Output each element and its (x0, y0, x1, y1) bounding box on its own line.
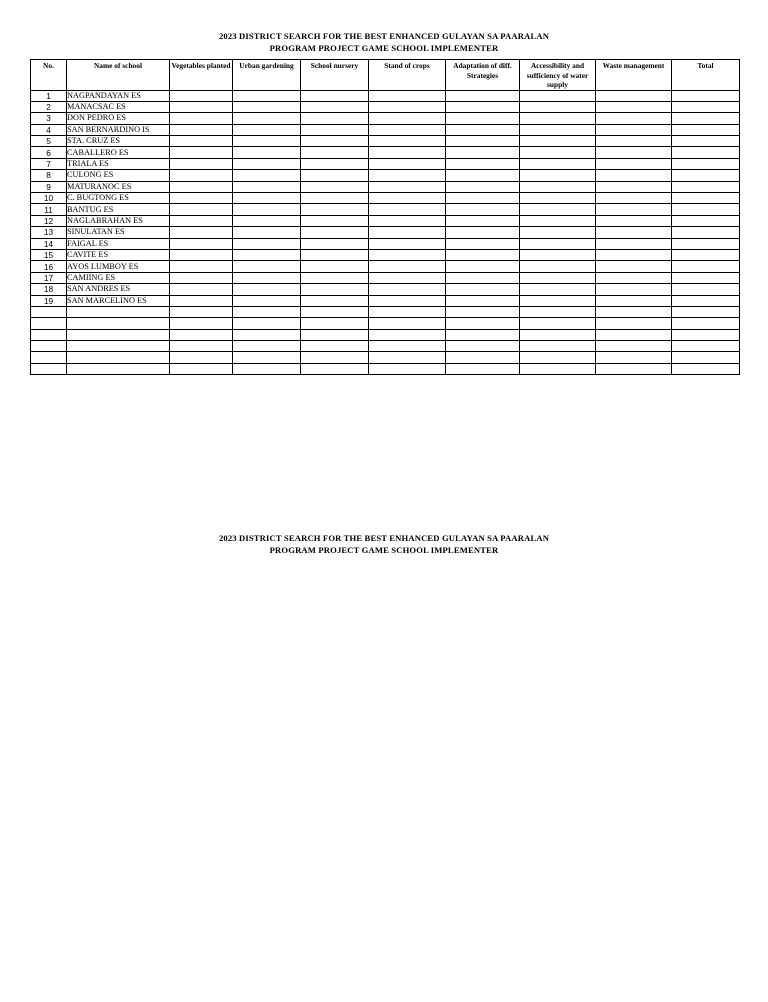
score-cell (596, 329, 672, 340)
school-name: STA. CRUZ ES (67, 136, 170, 147)
school-name: SINULATAN ES (67, 227, 170, 238)
column-header: Name of school (67, 60, 170, 91)
score-cell (446, 204, 520, 215)
table-row (31, 193, 740, 204)
score-cell (170, 193, 233, 204)
score-cell (520, 136, 596, 147)
score-cell (233, 341, 301, 352)
score-cell (672, 215, 740, 226)
score-cell (596, 158, 672, 169)
column-header: Waste management (596, 60, 672, 91)
table-row (31, 124, 740, 135)
score-cell (233, 215, 301, 226)
score-cell (446, 295, 520, 306)
title-line-2: PROGRAM PROJECT GAME SCHOOL IMPLEMENTER (269, 545, 499, 555)
score-cell (672, 193, 740, 204)
score-cell (233, 170, 301, 181)
score-cell (301, 158, 369, 169)
table-row (31, 113, 740, 124)
score-cell (369, 352, 446, 363)
score-cell (233, 204, 301, 215)
row-number (31, 306, 67, 317)
score-cell (369, 181, 446, 192)
score-cell (520, 158, 596, 169)
table-row (31, 101, 740, 112)
row-number: 11 (31, 204, 67, 215)
table-row (31, 261, 740, 272)
score-cell (301, 261, 369, 272)
score-cell (369, 147, 446, 158)
score-cell (520, 306, 596, 317)
score-cell (672, 90, 740, 101)
column-header: Adaptation of diff. Strategies (446, 60, 520, 91)
title-line-2: PROGRAM PROJECT GAME SCHOOL IMPLEMENTER (269, 43, 499, 53)
score-cell (596, 249, 672, 260)
score-cell (170, 238, 233, 249)
score-cell (301, 227, 369, 238)
score-cell (446, 215, 520, 226)
column-header: Vegetables planted (170, 60, 233, 91)
score-cell (520, 227, 596, 238)
score-cell (301, 215, 369, 226)
score-cell (672, 136, 740, 147)
score-cell (520, 363, 596, 374)
score-cell (233, 124, 301, 135)
score-cell (170, 341, 233, 352)
school-name (67, 318, 170, 329)
row-number: 6 (31, 147, 67, 158)
score-cell (596, 170, 672, 181)
score-cell (369, 261, 446, 272)
score-cell (596, 136, 672, 147)
row-number: 1 (31, 90, 67, 101)
score-cell (446, 170, 520, 181)
score-cell (233, 136, 301, 147)
score-cell (301, 318, 369, 329)
table-row (31, 204, 740, 215)
score-cell (596, 306, 672, 317)
table-row (31, 158, 740, 169)
score-cell (170, 101, 233, 112)
table-header-row (31, 60, 740, 91)
school-name: CULONG ES (67, 170, 170, 181)
score-cell (520, 124, 596, 135)
score-cell (446, 193, 520, 204)
score-cell (672, 124, 740, 135)
score-cell (369, 170, 446, 181)
school-name: SAN BERNARDINO IS (67, 124, 170, 135)
score-cell (170, 147, 233, 158)
score-cell (369, 136, 446, 147)
score-cell (369, 272, 446, 283)
score-cell (672, 295, 740, 306)
row-number: 18 (31, 284, 67, 295)
score-cell (170, 181, 233, 192)
score-cell (672, 352, 740, 363)
score-cell (170, 318, 233, 329)
title-line-1: 2023 DISTRICT SEARCH FOR THE BEST ENHANCED GULAYAN SA PAARALAN (218, 31, 550, 41)
table-row (31, 341, 740, 352)
score-cell (446, 318, 520, 329)
document-title-repeat (0, 532, 768, 556)
table-row (31, 249, 740, 260)
column-header: Urban gardening (233, 60, 301, 91)
school-name: CAVITE ES (67, 249, 170, 260)
score-cell (596, 284, 672, 295)
school-name: NAGLABRAHAN ES (67, 215, 170, 226)
score-cell (170, 170, 233, 181)
score-cell (170, 295, 233, 306)
row-number: 19 (31, 295, 67, 306)
score-cell (520, 261, 596, 272)
school-score-table (30, 59, 740, 375)
score-cell (672, 284, 740, 295)
score-cell (446, 181, 520, 192)
score-cell (170, 227, 233, 238)
score-cell (446, 272, 520, 283)
row-number: 7 (31, 158, 67, 169)
score-cell (520, 193, 596, 204)
score-cell (369, 113, 446, 124)
score-cell (672, 181, 740, 192)
score-cell (596, 101, 672, 112)
school-name: DON PEDRO ES (67, 113, 170, 124)
score-cell (233, 90, 301, 101)
score-cell (301, 306, 369, 317)
school-name (67, 341, 170, 352)
score-cell (446, 306, 520, 317)
table-row (31, 272, 740, 283)
row-number: 3 (31, 113, 67, 124)
score-cell (520, 318, 596, 329)
score-cell (520, 249, 596, 260)
row-number: 9 (31, 181, 67, 192)
score-cell (369, 124, 446, 135)
score-cell (672, 306, 740, 317)
score-cell (233, 329, 301, 340)
score-cell (301, 272, 369, 283)
document-title (0, 30, 768, 54)
score-cell (301, 193, 369, 204)
score-cell (233, 352, 301, 363)
score-cell (369, 284, 446, 295)
score-cell (672, 158, 740, 169)
column-header: No. (31, 60, 67, 91)
row-number (31, 329, 67, 340)
score-cell (301, 147, 369, 158)
table-row (31, 306, 740, 317)
table-row (31, 295, 740, 306)
score-cell (369, 90, 446, 101)
row-number (31, 363, 67, 374)
score-cell (596, 363, 672, 374)
school-name (67, 329, 170, 340)
row-number: 12 (31, 215, 67, 226)
school-name: MATURANOC ES (67, 181, 170, 192)
score-cell (170, 113, 233, 124)
row-number: 15 (31, 249, 67, 260)
score-cell (672, 204, 740, 215)
score-cell (596, 193, 672, 204)
table-row (31, 90, 740, 101)
table-row (31, 352, 740, 363)
score-cell (596, 352, 672, 363)
score-cell (170, 272, 233, 283)
score-cell (672, 272, 740, 283)
score-cell (170, 261, 233, 272)
school-name: BANTUG ES (67, 204, 170, 215)
score-cell (233, 284, 301, 295)
score-cell (170, 158, 233, 169)
score-cell (233, 181, 301, 192)
score-cell (596, 272, 672, 283)
score-cell (520, 215, 596, 226)
score-cell (301, 249, 369, 260)
score-cell (672, 363, 740, 374)
score-cell (446, 238, 520, 249)
row-number: 2 (31, 101, 67, 112)
score-cell (233, 318, 301, 329)
score-cell (301, 363, 369, 374)
score-cell (369, 204, 446, 215)
score-cell (672, 170, 740, 181)
score-cell (520, 295, 596, 306)
score-cell (170, 204, 233, 215)
score-cell (170, 284, 233, 295)
score-cell (301, 170, 369, 181)
score-cell (369, 238, 446, 249)
score-cell (170, 306, 233, 317)
score-cell (446, 227, 520, 238)
table-row (31, 329, 740, 340)
score-cell (233, 113, 301, 124)
row-number: 10 (31, 193, 67, 204)
score-cell (672, 238, 740, 249)
score-cell (446, 261, 520, 272)
school-name: NAGPANDAYAN ES (67, 90, 170, 101)
score-cell (233, 295, 301, 306)
school-name: CABALLERO ES (67, 147, 170, 158)
row-number: 5 (31, 136, 67, 147)
score-cell (369, 215, 446, 226)
score-cell (369, 306, 446, 317)
school-name: TRIALA ES (67, 158, 170, 169)
school-name: CAMIING ES (67, 272, 170, 283)
score-cell (233, 193, 301, 204)
score-cell (301, 181, 369, 192)
score-cell (233, 158, 301, 169)
row-number: 4 (31, 124, 67, 135)
column-header: Accessibility and sufficiency of water supply (520, 60, 596, 91)
score-cell (596, 261, 672, 272)
score-cell (520, 204, 596, 215)
score-cell (446, 329, 520, 340)
row-number: 17 (31, 272, 67, 283)
score-cell (672, 101, 740, 112)
score-cell (672, 147, 740, 158)
score-cell (446, 101, 520, 112)
score-cell (520, 272, 596, 283)
score-cell (596, 124, 672, 135)
score-cell (369, 101, 446, 112)
score-cell (446, 113, 520, 124)
score-cell (596, 147, 672, 158)
score-cell (233, 261, 301, 272)
score-cell (596, 204, 672, 215)
score-cell (520, 238, 596, 249)
score-cell (446, 363, 520, 374)
score-cell (301, 341, 369, 352)
school-name: C. BUGTONG ES (67, 193, 170, 204)
table-row (31, 170, 740, 181)
score-cell (233, 272, 301, 283)
score-cell (170, 352, 233, 363)
score-cell (301, 329, 369, 340)
score-cell (446, 90, 520, 101)
score-cell (520, 113, 596, 124)
score-cell (369, 363, 446, 374)
score-cell (233, 306, 301, 317)
score-cell (170, 215, 233, 226)
table-row (31, 284, 740, 295)
column-header: School nursery (301, 60, 369, 91)
table-row (31, 181, 740, 192)
score-cell (520, 181, 596, 192)
score-cell (446, 124, 520, 135)
score-cell (596, 227, 672, 238)
score-cell (170, 136, 233, 147)
score-cell (233, 238, 301, 249)
score-cell (672, 113, 740, 124)
score-cell (301, 90, 369, 101)
score-cell (301, 101, 369, 112)
score-cell (446, 249, 520, 260)
score-cell (672, 227, 740, 238)
score-cell (596, 215, 672, 226)
score-cell (596, 295, 672, 306)
row-number (31, 341, 67, 352)
table-row (31, 136, 740, 147)
score-cell (301, 113, 369, 124)
school-name: AYOS LUMBOY ES (67, 261, 170, 272)
score-cell (596, 341, 672, 352)
score-cell (520, 90, 596, 101)
score-cell (170, 90, 233, 101)
school-name (67, 352, 170, 363)
score-cell (369, 158, 446, 169)
score-cell (520, 341, 596, 352)
table-row (31, 238, 740, 249)
score-cell (446, 352, 520, 363)
score-cell (301, 238, 369, 249)
score-cell (301, 352, 369, 363)
score-cell (301, 136, 369, 147)
score-cell (369, 227, 446, 238)
row-number: 14 (31, 238, 67, 249)
score-cell (446, 147, 520, 158)
score-cell (596, 90, 672, 101)
table-row (31, 363, 740, 374)
row-number (31, 318, 67, 329)
score-cell (301, 124, 369, 135)
score-cell (369, 329, 446, 340)
score-cell (301, 284, 369, 295)
score-cell (369, 341, 446, 352)
score-cell (446, 136, 520, 147)
table-row (31, 318, 740, 329)
score-cell (233, 249, 301, 260)
row-number (31, 352, 67, 363)
score-cell (520, 101, 596, 112)
school-name (67, 363, 170, 374)
column-header: Total (672, 60, 740, 91)
row-number: 16 (31, 261, 67, 272)
score-cell (233, 227, 301, 238)
score-cell (520, 147, 596, 158)
score-cell (170, 363, 233, 374)
score-cell (596, 181, 672, 192)
score-cell (301, 204, 369, 215)
score-cell (520, 329, 596, 340)
school-name: MANACSAC ES (67, 101, 170, 112)
row-number: 8 (31, 170, 67, 181)
score-cell (672, 329, 740, 340)
table-row (31, 215, 740, 226)
score-cell (446, 284, 520, 295)
score-cell (520, 284, 596, 295)
school-name: SAN MARCELINO ES (67, 295, 170, 306)
score-cell (672, 249, 740, 260)
score-cell (170, 249, 233, 260)
score-cell (170, 124, 233, 135)
score-cell (233, 147, 301, 158)
score-cell (596, 113, 672, 124)
score-cell (369, 318, 446, 329)
row-number: 13 (31, 227, 67, 238)
score-cell (170, 329, 233, 340)
score-cell (301, 295, 369, 306)
score-cell (672, 318, 740, 329)
school-name (67, 306, 170, 317)
score-cell (369, 249, 446, 260)
score-cell (233, 363, 301, 374)
school-name: FAIGAL ES (67, 238, 170, 249)
score-cell (369, 295, 446, 306)
score-cell (596, 238, 672, 249)
title-line-1: 2023 DISTRICT SEARCH FOR THE BEST ENHANCED GULAYAN SA PAARALAN (218, 533, 550, 543)
score-cell (520, 170, 596, 181)
score-cell (446, 341, 520, 352)
score-cell (369, 193, 446, 204)
table-row (31, 147, 740, 158)
score-cell (672, 261, 740, 272)
score-cell (520, 352, 596, 363)
score-cell (446, 158, 520, 169)
table-row (31, 227, 740, 238)
column-header: Stand of crops (369, 60, 446, 91)
score-cell (672, 341, 740, 352)
school-name: SAN ANDRES ES (67, 284, 170, 295)
score-cell (596, 318, 672, 329)
score-cell (233, 101, 301, 112)
